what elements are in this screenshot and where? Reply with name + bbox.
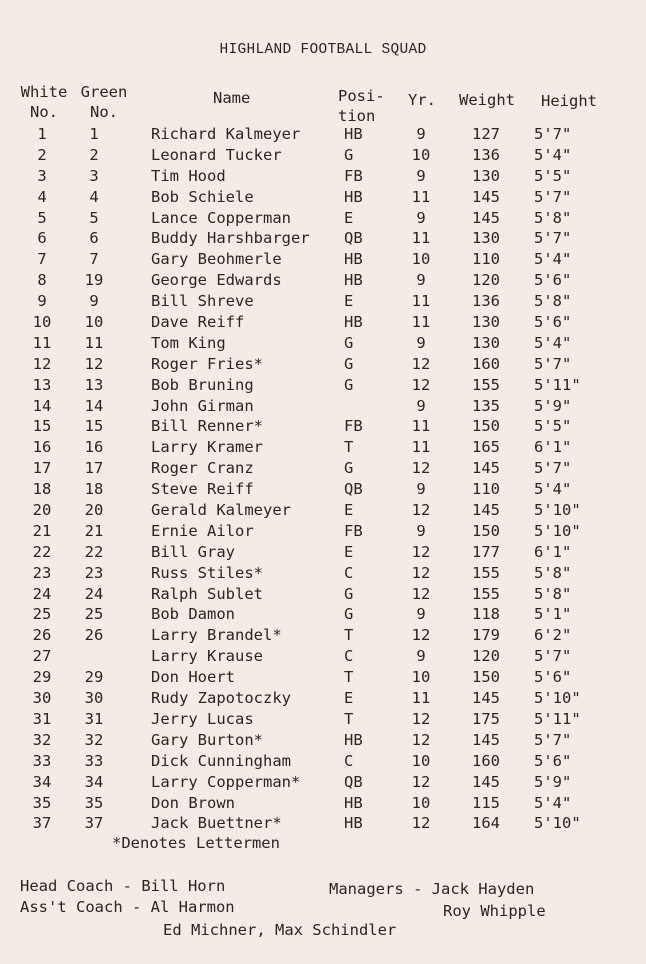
cell-height: 5'10" bbox=[534, 814, 581, 833]
table-row bbox=[0, 793, 646, 814]
cell-green-no: 29 bbox=[84, 668, 104, 687]
cell-year: 10 bbox=[411, 145, 431, 164]
cell-name: Lance Copperman bbox=[151, 208, 291, 227]
cell-position: C bbox=[344, 647, 354, 666]
cell-position: HB bbox=[344, 313, 363, 332]
cell-height: 5'8" bbox=[534, 292, 572, 311]
cell-position: C bbox=[344, 563, 354, 582]
cell-green-no: 14 bbox=[84, 396, 104, 415]
cell-green-no: 16 bbox=[84, 438, 104, 457]
cell-name: Larry Brandel* bbox=[151, 626, 282, 645]
cell-weight: 150 bbox=[472, 521, 500, 540]
cell-white-no: 4 bbox=[37, 187, 47, 206]
cell-height: 5'7" bbox=[534, 125, 572, 143]
roster-table bbox=[0, 124, 646, 834]
table-row bbox=[0, 772, 646, 793]
cell-year: 11 bbox=[411, 438, 431, 457]
table-row bbox=[0, 124, 646, 145]
cell-year: 12 bbox=[411, 584, 431, 603]
cell-year: 11 bbox=[411, 292, 431, 311]
cell-white-no: 3 bbox=[37, 166, 47, 185]
table-row bbox=[0, 166, 646, 187]
cell-year: 11 bbox=[411, 313, 431, 332]
cell-name: Gary Burton* bbox=[151, 730, 263, 749]
cell-white-no: 1 bbox=[37, 125, 47, 143]
cell-position: HB bbox=[344, 730, 363, 749]
cell-year: 9 bbox=[416, 480, 426, 499]
cell-weight: 130 bbox=[472, 229, 500, 248]
cell-white-no: 14 bbox=[32, 396, 52, 415]
cell-white-no: 34 bbox=[32, 772, 52, 791]
table-row bbox=[0, 688, 646, 709]
page-title: HIGHLAND FOOTBALL SQUAD bbox=[219, 42, 427, 58]
cell-white-no: 20 bbox=[32, 501, 52, 520]
cell-weight: 127 bbox=[472, 125, 500, 143]
cell-weight: 179 bbox=[472, 626, 500, 645]
cell-green-no: 22 bbox=[84, 542, 104, 561]
cell-name: Bill Shreve bbox=[151, 292, 254, 311]
cell-white-no: 16 bbox=[32, 438, 52, 457]
cell-name: Ralph Sublet bbox=[151, 584, 263, 603]
header-year: Yr. bbox=[408, 91, 436, 109]
table-row bbox=[0, 521, 646, 542]
cell-name: Larry Kramer bbox=[151, 438, 263, 457]
cell-year: 12 bbox=[411, 814, 431, 833]
cell-green-no: 18 bbox=[84, 480, 104, 499]
cell-year: 12 bbox=[411, 709, 431, 728]
cell-height: 5'10" bbox=[534, 521, 581, 540]
cell-weight: 164 bbox=[472, 814, 500, 833]
cell-white-no: 13 bbox=[32, 375, 52, 394]
cell-height: 5'4" bbox=[534, 145, 572, 164]
cell-white-no: 10 bbox=[32, 313, 52, 332]
cell-year: 9 bbox=[416, 166, 426, 185]
cell-white-no: 9 bbox=[37, 292, 47, 311]
cell-weight: 145 bbox=[472, 501, 500, 520]
cell-green-no: 20 bbox=[84, 501, 104, 520]
cell-position: T bbox=[344, 438, 354, 457]
cell-height: 5'4" bbox=[534, 333, 572, 352]
cell-height: 5'4" bbox=[534, 480, 572, 499]
cell-position: G bbox=[344, 145, 354, 164]
cell-green-no: 24 bbox=[84, 584, 104, 603]
cell-position: HB bbox=[344, 125, 363, 143]
cell-green-no: 31 bbox=[84, 709, 104, 728]
cell-name: George Edwards bbox=[151, 271, 282, 290]
cell-year: 12 bbox=[411, 563, 431, 582]
cell-white-no: 32 bbox=[32, 730, 52, 749]
cell-green-no: 33 bbox=[84, 751, 104, 770]
cell-green-no: 7 bbox=[89, 250, 99, 269]
cell-height: 5'7" bbox=[534, 647, 572, 666]
cell-position: G bbox=[344, 354, 354, 373]
cell-name: Bill Renner* bbox=[151, 417, 263, 436]
cell-weight: 118 bbox=[472, 605, 500, 624]
cell-white-no: 35 bbox=[32, 793, 52, 812]
cell-green-no: 9 bbox=[89, 292, 99, 311]
cell-height: 5'6" bbox=[534, 668, 572, 687]
cell-weight: 145 bbox=[472, 459, 500, 478]
cell-position: FB bbox=[344, 417, 363, 436]
cell-year: 9 bbox=[416, 125, 426, 143]
table-row bbox=[0, 709, 646, 730]
cell-weight: 150 bbox=[472, 417, 500, 436]
cell-name: Roger Fries* bbox=[151, 354, 263, 373]
cell-weight: 120 bbox=[472, 647, 500, 666]
cell-white-no: 29 bbox=[32, 668, 52, 687]
cell-height: 5'6" bbox=[534, 271, 572, 290]
cell-position: G bbox=[344, 584, 354, 603]
cell-weight: 130 bbox=[472, 333, 500, 352]
cell-weight: 165 bbox=[472, 438, 500, 457]
cell-name: John Girman bbox=[151, 396, 254, 415]
cell-year: 9 bbox=[416, 333, 426, 352]
cell-year: 9 bbox=[416, 208, 426, 227]
cell-weight: 130 bbox=[472, 313, 500, 332]
table-row bbox=[0, 187, 646, 208]
cell-green-no: 34 bbox=[84, 772, 104, 791]
cell-year: 11 bbox=[411, 417, 431, 436]
cell-position: C bbox=[344, 751, 354, 770]
cell-year: 10 bbox=[411, 668, 431, 687]
cell-green-no: 4 bbox=[89, 187, 99, 206]
cell-height: 5'7" bbox=[534, 187, 572, 206]
cell-height: 5'1" bbox=[534, 605, 572, 624]
cell-weight: 136 bbox=[472, 292, 500, 311]
cell-white-no: 21 bbox=[32, 521, 52, 540]
cell-weight: 145 bbox=[472, 730, 500, 749]
cell-year: 12 bbox=[411, 459, 431, 478]
table-row bbox=[0, 291, 646, 312]
table-row bbox=[0, 375, 646, 396]
cell-weight: 120 bbox=[472, 271, 500, 290]
table-row bbox=[0, 437, 646, 458]
cell-weight: 110 bbox=[472, 480, 500, 499]
cell-height: 5'9" bbox=[534, 772, 572, 791]
cell-green-no: 19 bbox=[84, 271, 104, 290]
cell-height: 5'6" bbox=[534, 313, 572, 332]
cell-year: 12 bbox=[411, 542, 431, 561]
cell-green-no: 26 bbox=[84, 626, 104, 645]
cell-green-no: 12 bbox=[84, 354, 104, 373]
cell-year: 12 bbox=[411, 375, 431, 394]
cell-white-no: 26 bbox=[32, 626, 52, 645]
cell-position: E bbox=[344, 689, 354, 708]
cell-position: FB bbox=[344, 521, 363, 540]
cell-weight: 175 bbox=[472, 709, 500, 728]
cell-position: T bbox=[344, 626, 354, 645]
table-row bbox=[0, 312, 646, 333]
cell-white-no: 5 bbox=[37, 208, 47, 227]
cell-green-no: 21 bbox=[84, 521, 104, 540]
cell-height: 5'7" bbox=[534, 229, 572, 248]
cell-green-no: 10 bbox=[84, 313, 104, 332]
table-row bbox=[0, 584, 646, 605]
cell-name: Larry Krause bbox=[151, 647, 263, 666]
cell-white-no: 15 bbox=[32, 417, 52, 436]
cell-height: 6'2" bbox=[534, 626, 572, 645]
cell-year: 9 bbox=[416, 271, 426, 290]
managers-more: Roy Whipple bbox=[443, 902, 546, 920]
cell-position: G bbox=[344, 459, 354, 478]
table-row bbox=[0, 646, 646, 667]
cell-name: Jack Buettner* bbox=[151, 814, 282, 833]
cell-name: Dave Reiff bbox=[151, 313, 245, 332]
cell-white-no: 27 bbox=[32, 647, 52, 666]
cell-position: E bbox=[344, 292, 354, 311]
cell-year: 12 bbox=[411, 772, 431, 791]
cell-position: E bbox=[344, 542, 354, 561]
cell-white-no: 17 bbox=[32, 459, 52, 478]
table-row bbox=[0, 396, 646, 417]
table-row bbox=[0, 604, 646, 625]
cell-weight: 115 bbox=[472, 793, 500, 812]
cell-year: 10 bbox=[411, 751, 431, 770]
cell-white-no: 18 bbox=[32, 480, 52, 499]
cell-green-no: 17 bbox=[84, 459, 104, 478]
cell-year: 9 bbox=[416, 521, 426, 540]
cell-name: Russ Stiles* bbox=[151, 563, 263, 582]
cell-height: 5'8" bbox=[534, 584, 572, 603]
cell-green-no: 11 bbox=[84, 333, 104, 352]
cell-white-no: 22 bbox=[32, 542, 52, 561]
cell-green-no: 2 bbox=[89, 145, 99, 164]
table-row bbox=[0, 813, 646, 834]
table-row bbox=[0, 208, 646, 229]
cell-position: QB bbox=[344, 772, 363, 791]
cell-name: Steve Reiff bbox=[151, 480, 254, 499]
table-row bbox=[0, 145, 646, 166]
cell-position: T bbox=[344, 709, 354, 728]
cell-white-no: 30 bbox=[32, 689, 52, 708]
table-row bbox=[0, 563, 646, 584]
table-row bbox=[0, 416, 646, 437]
cell-white-no: 31 bbox=[32, 709, 52, 728]
cell-year: 9 bbox=[416, 605, 426, 624]
cell-name: Leonard Tucker bbox=[151, 145, 282, 164]
cell-weight: 155 bbox=[472, 584, 500, 603]
cell-year: 12 bbox=[411, 354, 431, 373]
cell-year: 11 bbox=[411, 689, 431, 708]
cell-name: Gerald Kalmeyer bbox=[151, 501, 291, 520]
cell-height: 5'8" bbox=[534, 563, 572, 582]
cell-name: Ernie Ailor bbox=[151, 521, 254, 540]
assistant-coach: Ass't Coach - Al Harmon bbox=[20, 898, 235, 916]
cell-name: Tom King bbox=[151, 333, 226, 352]
letterman-note: *Denotes Lettermen bbox=[112, 834, 280, 852]
cell-year: 10 bbox=[411, 793, 431, 812]
cell-white-no: 25 bbox=[32, 605, 52, 624]
cell-height: 5'11" bbox=[534, 709, 581, 728]
cell-name: Don Brown bbox=[151, 793, 235, 812]
cell-position: HB bbox=[344, 250, 363, 269]
cell-year: 12 bbox=[411, 626, 431, 645]
cell-year: 9 bbox=[416, 647, 426, 666]
cell-height: 5'4" bbox=[534, 250, 572, 269]
cell-green-no: 25 bbox=[84, 605, 104, 624]
cell-name: Jerry Lucas bbox=[151, 709, 254, 728]
cell-position: FB bbox=[344, 166, 363, 185]
cell-green-no: 13 bbox=[84, 375, 104, 394]
cell-position: QB bbox=[344, 229, 363, 248]
table-row bbox=[0, 228, 646, 249]
table-row bbox=[0, 249, 646, 270]
cell-name: Richard Kalmeyer bbox=[151, 125, 301, 143]
cell-name: Bob Bruning bbox=[151, 375, 254, 394]
cell-height: 5'5" bbox=[534, 166, 572, 185]
cell-white-no: 2 bbox=[37, 145, 47, 164]
cell-green-no: 35 bbox=[84, 793, 104, 812]
table-row bbox=[0, 625, 646, 646]
table-row bbox=[0, 458, 646, 479]
cell-height: 5'11" bbox=[534, 375, 581, 394]
cell-white-no: 11 bbox=[32, 333, 52, 352]
cell-position: HB bbox=[344, 271, 363, 290]
table-row bbox=[0, 270, 646, 291]
cell-height: 6'1" bbox=[534, 542, 572, 561]
cell-weight: 177 bbox=[472, 542, 500, 561]
cell-position: G bbox=[344, 375, 354, 394]
cell-white-no: 33 bbox=[32, 751, 52, 770]
table-row bbox=[0, 354, 646, 375]
cell-height: 5'6" bbox=[534, 751, 572, 770]
table-row bbox=[0, 667, 646, 688]
cell-weight: 160 bbox=[472, 354, 500, 373]
cell-name: Rudy Zapotoczky bbox=[151, 689, 291, 708]
cell-position: HB bbox=[344, 187, 363, 206]
cell-height: 5'4" bbox=[534, 793, 572, 812]
cell-name: Larry Copperman* bbox=[151, 772, 301, 791]
cell-name: Buddy Harshbarger bbox=[151, 229, 310, 248]
cell-name: Roger Cranz bbox=[151, 459, 254, 478]
cell-year: 12 bbox=[411, 730, 431, 749]
cell-white-no: 37 bbox=[32, 814, 52, 833]
header-white-no: White No. bbox=[20, 83, 68, 121]
cell-white-no: 7 bbox=[37, 250, 47, 269]
cell-weight: 145 bbox=[472, 689, 500, 708]
assistant-coaches-more: Ed Michner, Max Schindler bbox=[163, 921, 397, 939]
cell-weight: 135 bbox=[472, 396, 500, 415]
cell-year: 11 bbox=[411, 229, 431, 248]
cell-name: Dick Cunningham bbox=[151, 751, 291, 770]
cell-year: 12 bbox=[411, 501, 431, 520]
cell-white-no: 23 bbox=[32, 563, 52, 582]
cell-position: E bbox=[344, 208, 354, 227]
cell-name: Don Hoert bbox=[151, 668, 235, 687]
cell-height: 5'9" bbox=[534, 396, 572, 415]
cell-name: Bob Damon bbox=[151, 605, 235, 624]
cell-height: 5'7" bbox=[534, 459, 572, 478]
cell-weight: 150 bbox=[472, 668, 500, 687]
cell-weight: 130 bbox=[472, 166, 500, 185]
cell-green-no: 30 bbox=[84, 689, 104, 708]
head-coach: Head Coach - Bill Horn bbox=[20, 877, 226, 895]
cell-position: G bbox=[344, 333, 354, 352]
cell-name: Bill Gray bbox=[151, 542, 235, 561]
cell-weight: 136 bbox=[472, 145, 500, 164]
cell-height: 5'5" bbox=[534, 417, 572, 436]
cell-height: 5'8" bbox=[534, 208, 572, 227]
header-height: Height bbox=[541, 92, 597, 110]
cell-white-no: 6 bbox=[37, 229, 47, 248]
cell-weight: 145 bbox=[472, 772, 500, 791]
header-weight: Weight bbox=[459, 91, 515, 109]
header-name: Name bbox=[213, 89, 251, 107]
cell-year: 10 bbox=[411, 250, 431, 269]
header-green-no: Green No. bbox=[80, 83, 128, 121]
cell-name: Bob Schiele bbox=[151, 187, 254, 206]
cell-green-no: 32 bbox=[84, 730, 104, 749]
cell-position: HB bbox=[344, 814, 363, 833]
cell-green-no: 37 bbox=[84, 814, 104, 833]
header-position: Posi- tion bbox=[338, 87, 385, 125]
cell-position: G bbox=[344, 605, 354, 624]
cell-white-no: 8 bbox=[37, 271, 47, 290]
cell-white-no: 12 bbox=[32, 354, 52, 373]
table-row bbox=[0, 751, 646, 772]
cell-green-no: 5 bbox=[89, 208, 99, 227]
cell-white-no: 24 bbox=[32, 584, 52, 603]
cell-weight: 155 bbox=[472, 375, 500, 394]
cell-green-no: 15 bbox=[84, 417, 104, 436]
cell-weight: 155 bbox=[472, 563, 500, 582]
cell-green-no: 6 bbox=[89, 229, 99, 248]
cell-green-no: 3 bbox=[89, 166, 99, 185]
cell-height: 5'7" bbox=[534, 730, 572, 749]
cell-height: 5'10" bbox=[534, 689, 581, 708]
cell-weight: 145 bbox=[472, 208, 500, 227]
cell-green-no: 23 bbox=[84, 563, 104, 582]
cell-position: E bbox=[344, 501, 354, 520]
cell-position: HB bbox=[344, 793, 363, 812]
cell-height: 5'7" bbox=[534, 354, 572, 373]
cell-height: 5'10" bbox=[534, 501, 581, 520]
table-row bbox=[0, 500, 646, 521]
cell-year: 11 bbox=[411, 187, 431, 206]
cell-height: 6'1" bbox=[534, 438, 572, 457]
cell-weight: 160 bbox=[472, 751, 500, 770]
table-row bbox=[0, 479, 646, 500]
table-row bbox=[0, 333, 646, 354]
cell-name: Gary Beohmerle bbox=[151, 250, 282, 269]
cell-weight: 110 bbox=[472, 250, 500, 269]
cell-name: Tim Hood bbox=[151, 166, 226, 185]
managers: Managers - Jack Hayden bbox=[329, 880, 535, 898]
cell-position: T bbox=[344, 668, 354, 687]
table-row bbox=[0, 542, 646, 563]
cell-year: 9 bbox=[416, 396, 426, 415]
table-row bbox=[0, 730, 646, 751]
cell-green-no: 1 bbox=[89, 125, 99, 143]
cell-weight: 145 bbox=[472, 187, 500, 206]
cell-position: QB bbox=[344, 480, 363, 499]
